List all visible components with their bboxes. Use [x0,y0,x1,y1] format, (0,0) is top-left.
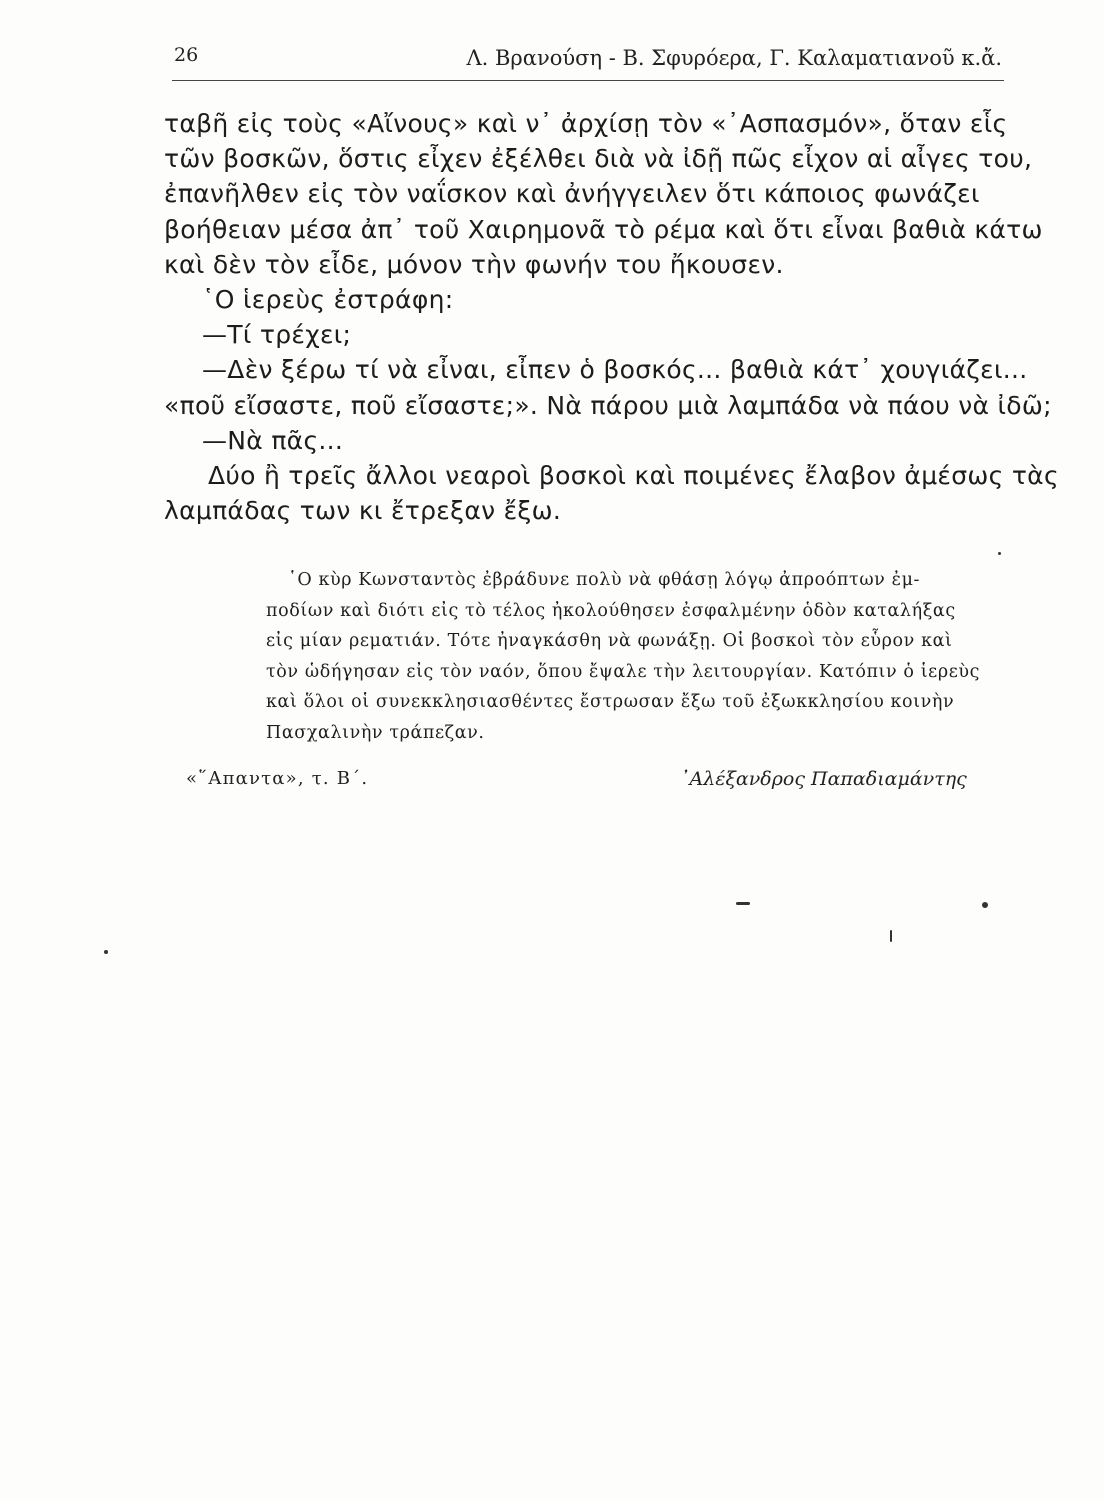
source-reference: «῞Απαντα», τ. Β΄. [186,768,369,789]
text-line: βοήθειαν μέσα ἀπ᾽ τοῦ Χαιρημονᾶ τὸ ρέμα καὶ ὅτι εἶναι βαθιὰ κάτω [164,214,1043,244]
dialogue-line: —Δὲν ξέρω τί νὰ εἶναι, εἶπεν ὁ βοσκός... βαθιὰ κάτ᾽ χουγιάζει... [202,355,1028,385]
main-text [164,106,1059,528]
text-line: ταβῆ εἰς τοὺς «Αἴνους» καὶ ν᾽ ἀρχίσῃ τὸν «᾽Ασπασμόν», ὅταν εἷς [164,109,1008,138]
scan-speck [104,950,108,954]
note-line: ποδίων καὶ διότι εἰς τὸ τέλος ἠκολούθησεν ἐσφαλμένην ὁδὸν καταλήξας [266,600,956,621]
text-line: καὶ δὲν τὸν εἶδε, μόνον τὴν φωνήν του ἤκουσεν. [164,249,784,279]
scan-speck [998,552,1001,555]
closing-line: λαμπάδας των κι ἔτρεξαν ἔξω. [164,496,562,526]
text-line: τῶν βοσκῶν, ὅστις εἶχεν ἐξέλθει διὰ νὰ ἰδῇ πῶς εἶχον αἱ αἶγες του, [164,144,1033,174]
dialogue-line: —Τί τρέχει; [202,320,352,350]
editorial-note [266,565,1010,749]
scan-speck [736,902,750,905]
priest-turned-line: ῾Ο ἱερεὺς ἐστράφη: [202,285,454,315]
dialogue-line: «ποῦ εἴσαστε, ποῦ εἴσαστε;». Νὰ πάρου μιὰ λαμπάδα νὰ πάου νὰ ἰδῶ; [164,390,1052,420]
note-line: τὸν ὡδήγησαν εἰς τὸν ναόν, ὅπου ἔψαλε τὴν λειτουργίαν. Κατόπιν ὁ ἱερεὺς [266,661,981,682]
scan-speck [890,930,892,942]
running-head: Λ. Βρανούση - Β. Σφυρόερα, Γ. Καλαματιανοῦ κ.ἄ. [466,46,1002,70]
note-line: Πασχαλινὴν τράπεζαν. [266,722,485,743]
scan-speck [982,902,988,908]
note-line: ῾Ο κὺρ Κωνσταντὸς ἐβράδυνε πολὺ νὰ φθάσῃ λόγῳ ἀπροόπτων ἐμ- [288,570,921,590]
note-line: εἰς μίαν ρεματιάν. Τότε ἠναγκάσθη νὰ φωνάξῃ. Οἱ βοσκοὶ τὸν εὗρον καὶ [266,631,953,652]
page-header [172,40,1004,81]
dialogue-line: —Νὰ πᾶς... [202,425,344,455]
page-number: 26 [174,44,199,66]
closing-line: Δύο ἢ τρεῖς ἄλλοι νεαροὶ βοσκοὶ καὶ ποιμένες ἔλαβον ἀμέσως τὰς [208,461,1059,491]
note-line: καὶ ὅλοι οἱ συνεκκλησιασθέντες ἔστρωσαν ἔξω τοῦ ἐξωκκλησίου κοινὴν [266,692,955,713]
author-signature: ᾽Αλέξανδρος Παπαδιαμάντης [680,768,967,790]
text-line: ἐπανῆλθεν εἰς τὸν ναΐσκον καὶ ἀνήγγειλεν ὅτι κάποιος φωνάζει [164,179,980,209]
